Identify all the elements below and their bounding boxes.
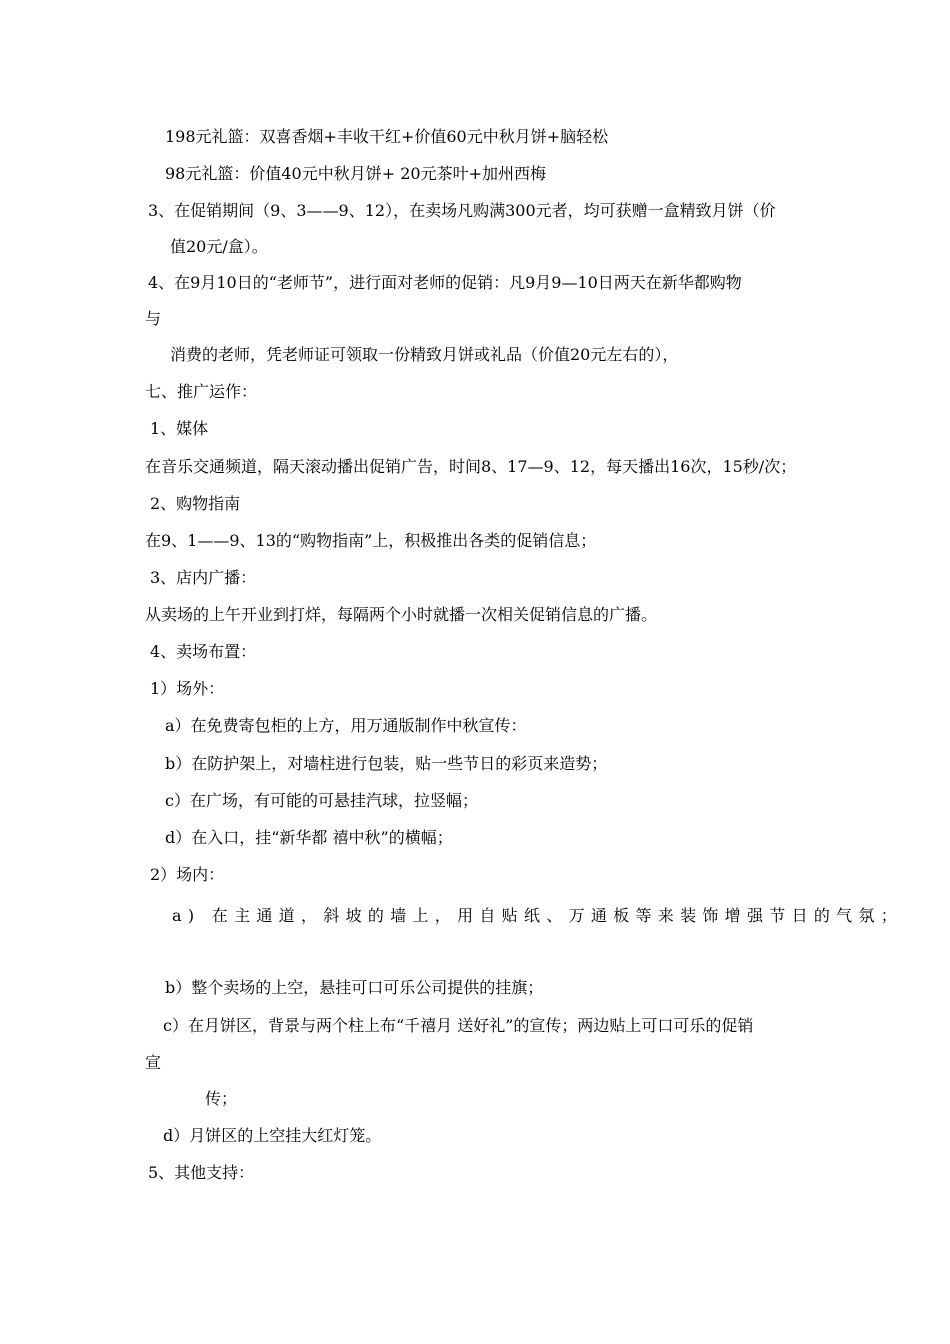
inside-item-c-line-2: 宣 (145, 1053, 162, 1072)
outside-item-b: b）在防护架上，对墙柱进行包装，贴一些节日的彩页来造势； (165, 754, 608, 773)
inside-item-b: b）整个卖场的上空，悬挂可口可乐公司提供的挂旗； (165, 978, 544, 997)
subheading-outside: 1）场外： (150, 679, 225, 698)
media-paragraph: 在音乐交通频道，隔天滚动播出促销广告，时间8、17—9、12，每天播出16次，15秒/次； (145, 457, 797, 476)
subheading-store-broadcast: 3、店内广播： (150, 568, 257, 587)
subheading-media: 1、媒体 (150, 419, 209, 438)
promo-item-4-line-2: 与 (145, 309, 162, 328)
gift-basket-98-line: 98元礼篮：价值40元中秋月饼+ 20元茶叶+加州西梅 (165, 164, 546, 183)
outside-item-a: a）在免费寄包柜的上方，用万通版制作中秋宣传： (165, 716, 527, 735)
subheading-shopping-guide: 2、购物指南 (150, 494, 241, 513)
promo-item-4-line-3: 消费的老师，凭老师证可领取一份精致月饼或礼品（价值20元左右的）， (170, 345, 679, 364)
outside-item-c: c）在广场，有可能的可悬挂汽球，拉竖幅； (165, 791, 478, 810)
shopping-guide-paragraph: 在9、1——9、13的“购物指南”上，积极推出各类的促销信息； (145, 531, 597, 550)
promo-item-4-line-1: 4、在9月10日的“老师节”，进行面对老师的促销：凡9月9—10日两天在新华都购物 (148, 273, 742, 292)
outside-item-d: d）在入口，挂“新华都 禧中秋”的横幅； (165, 828, 453, 847)
inside-item-c-line-3: 传； (205, 1089, 238, 1108)
promo-item-3-line-1: 3、在促销期间（9、3——9、12），在卖场凡购满300元者，均可获赠一盒精致月饼（价 (148, 201, 776, 220)
subheading-inside: 2）场内： (150, 865, 225, 884)
promo-item-3-line-2: 值20元/盒）。 (170, 237, 268, 256)
inside-item-a: a) 在主通道，斜坡的墙上，用自贴纸、万通板等来装饰增强节日的气氛； (172, 906, 904, 925)
gift-basket-198-line: 198元礼篮：双喜香烟+丰收干红+价值60元中秋月饼+脑轻松 (165, 127, 609, 146)
subheading-store-layout: 4、卖场布置： (150, 642, 257, 661)
section-heading-7: 七、推广运作： (145, 382, 258, 401)
inside-item-d: d）月饼区的上空挂大红灯笼。 (163, 1126, 382, 1145)
inside-item-c-line-1: c）在月饼区，背景与两个柱上布“千禧月 送好礼”的宣传；两边贴上可口可乐的促销 (163, 1016, 754, 1035)
subheading-other-support: 5、其他支持： (148, 1163, 255, 1182)
store-broadcast-paragraph: 从卖场的上午开业到打烊，每隔两个小时就播一次相关促销信息的广播。 (145, 605, 658, 624)
